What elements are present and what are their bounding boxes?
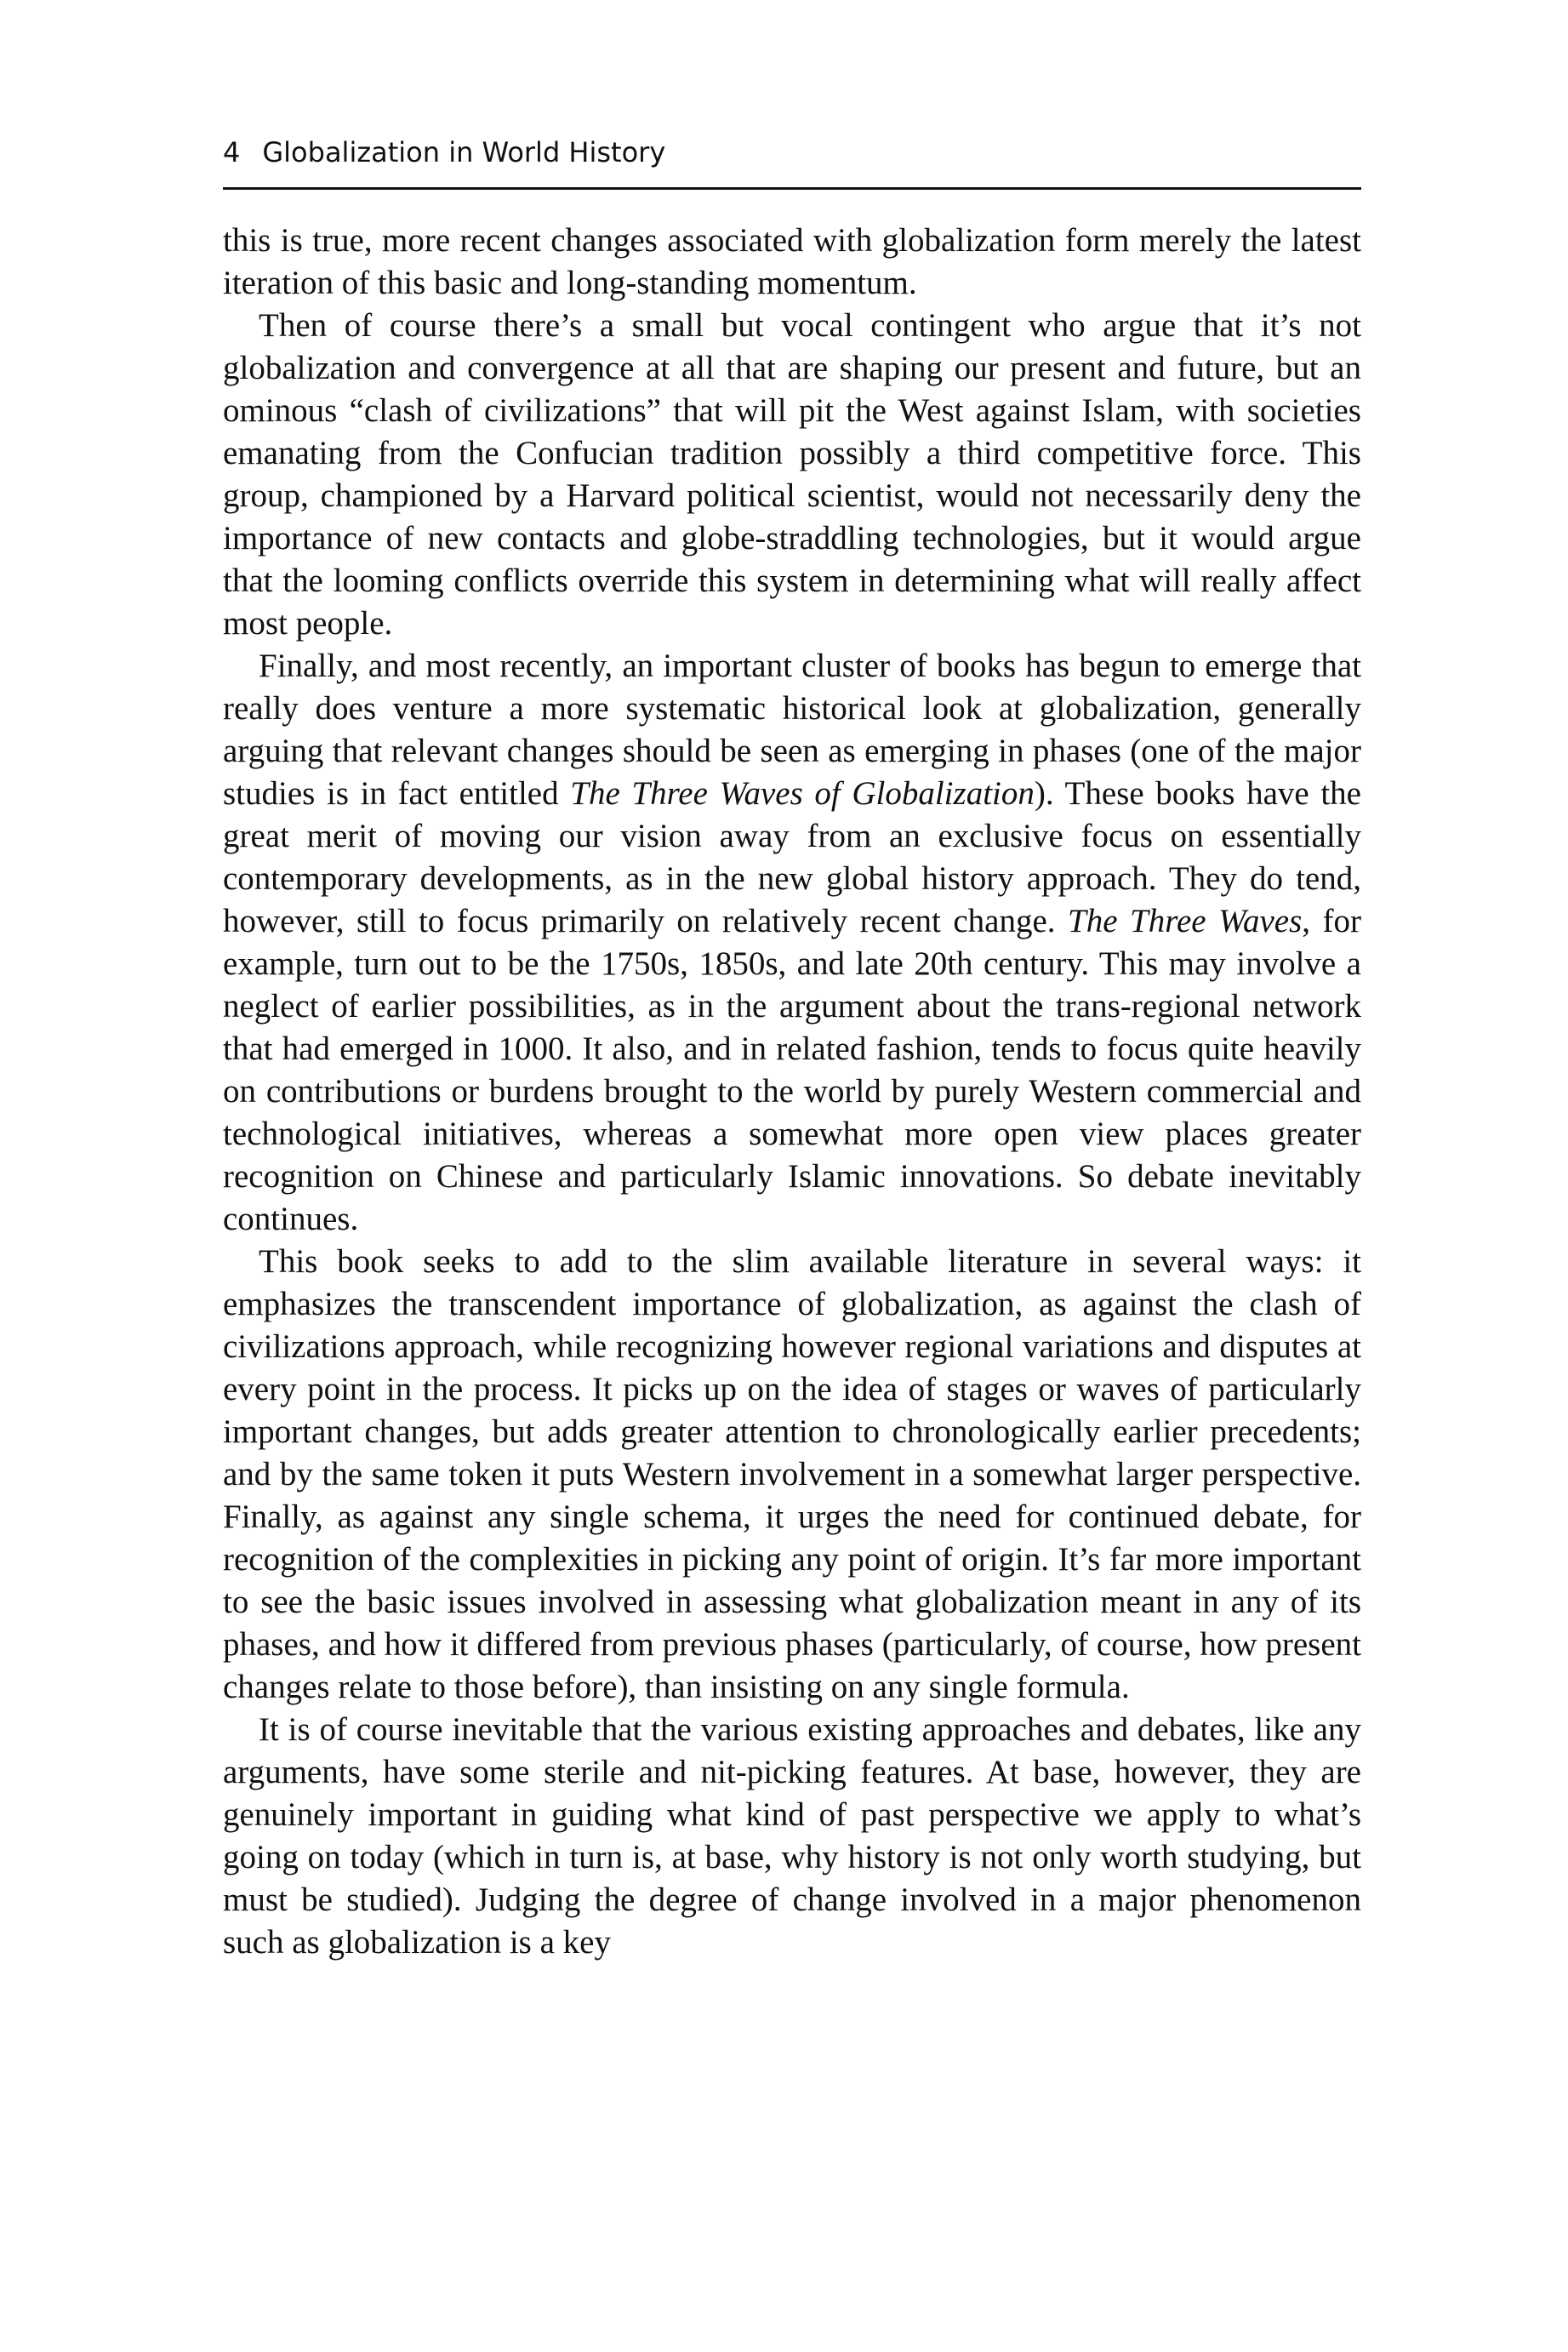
paragraph-text: It is of course inevitable that the various existing approaches and debates, like any arguments, have some sterile and nit-picking features. At base, however, they are genuinely important in guiding what kind of past perspective we apply to what’s going on today (which in turn is, at base, why history is not only worth studying, but must be studied). Judging the degree of change involved in a major phenomenon such as globalization is a key: [223, 1711, 1361, 1961]
paragraph-book-aims: [223, 1241, 1361, 1709]
paragraph-three-waves: [223, 645, 1361, 1241]
paragraph-text: This book seeks to add to the slim available literature in several ways: it emphasizes the transcendent importance of globalization, as against the clash of civilizations approach, while recognizing however regional variations and disputes at every point in the process. It picks up on the idea of stages or waves of particularly important changes, but adds greater attention to chronologically earlier precedents; and by the same token it puts Western involvement in a somewhat larger perspective. Finally, as against any single schema, it urges the need for continued debate, for recognition of the complexities in picking any point of origin. It’s far more important to see the basic issues involved in assessing what globalization meant in any of its phases, and how it differed from previous phases (particularly, of course, how present changes relate to those before), than insisting on any single formula.: [223, 1243, 1361, 1705]
paragraph-debates: [223, 1709, 1361, 1964]
book-title-italic: The Three Waves: [1068, 903, 1303, 939]
page-number: 4: [223, 136, 241, 168]
paragraph-text: this is true, more recent changes associated with globalization form merely the latest iteration of this basic and long-standing momentum.: [223, 222, 1361, 301]
paragraph-text: ). These books have the great merit of moving our vision away from an exclusive focus on essentially contemporary developments, as in the new global history approach. They do tend, however, still to focus primarily on relatively recent change.: [223, 775, 1361, 939]
paragraph-text: Then of course there’s a small but vocal contingent who argue that it’s not globalization and convergence at all that are shaping our present and future, but an ominous “clash of civilizations” that will pit the West against Islam, with societies emanating from the Confucian tradition possibly a third competitive force. This group, championed by a Harvard political scientist, would not necessarily deny the importance of new contacts and globe-straddling technologies, but it would argue that the looming conflicts override this system in determining what will really affect most people.: [223, 307, 1361, 642]
running-head-title: Globalization in World History: [262, 136, 666, 168]
paragraph-text: Finally, and most recently, an important cluster of books has begun to emerge that really does venture a more systematic historical look at globalization, generally arguing that relevant changes should be seen as emerging in phases (one of the major studies is in fact entitled: [223, 648, 1361, 812]
running-head: [223, 136, 1361, 184]
body-text: [223, 220, 1361, 1964]
paragraph-text: , for example, turn out to be the 1750s, 1850s, and late 20th century. This may involve a neglect of earlier possibilities, as in the argument about the trans-regional network that had emerged in 1000. It also, and in related fashion, tends to focus quite heavily on contributions or burdens brought to the world by purely Western commercial and technological initiatives, whereas a somewhat more open view places greater recognition on Chinese and particularly Islamic innovations. So debate inevitably continues.: [223, 903, 1361, 1237]
book-title-italic: The Three Waves of Globalization: [570, 775, 1035, 812]
paragraph-continued: [223, 220, 1361, 305]
paragraph-clash-of-civilizations: [223, 305, 1361, 645]
header-rule: [223, 187, 1361, 190]
